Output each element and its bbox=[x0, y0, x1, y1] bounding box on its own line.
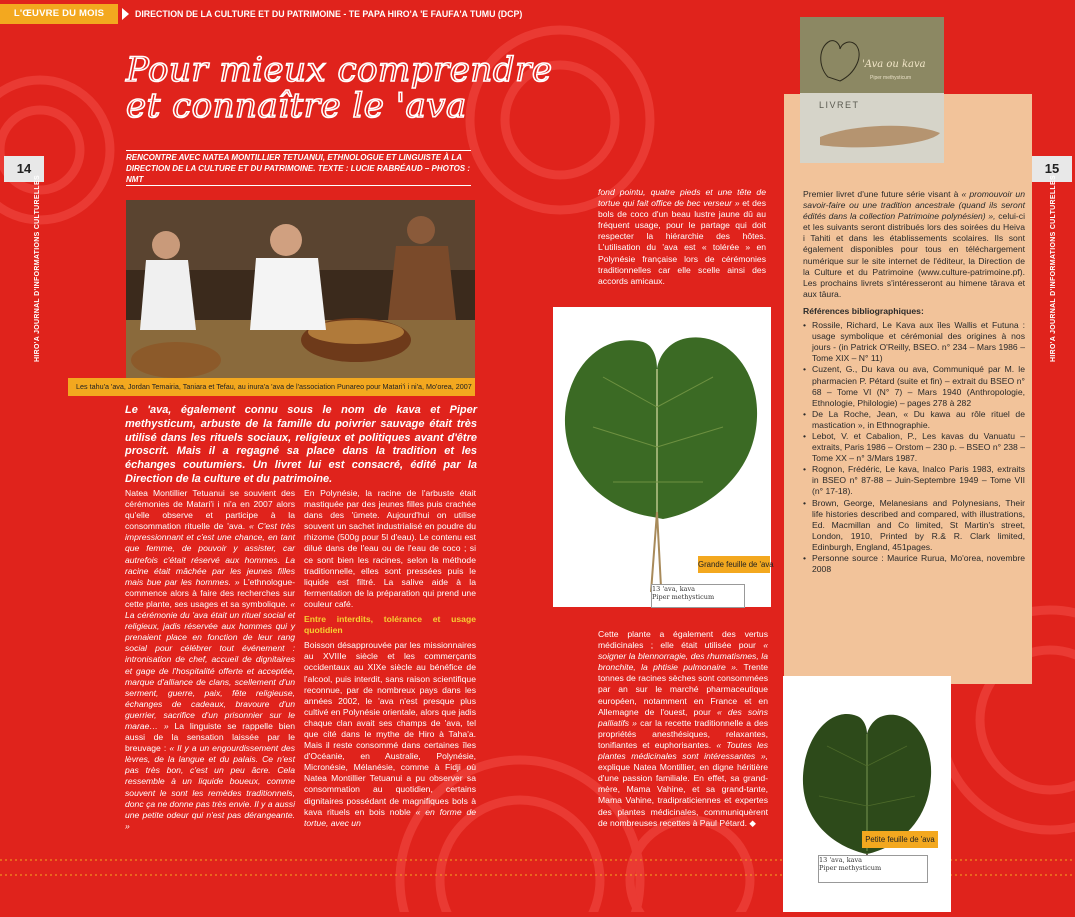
large-leaf-tag-sub: Piper methysticum bbox=[652, 593, 715, 601]
title-line-2: et connaître le 'ava bbox=[126, 86, 467, 126]
title-line-1: Pour mieux comprendre bbox=[126, 50, 553, 90]
side-title-left: HIRO'A JOURNAL D'INFORMATIONS CULTURELLES bbox=[33, 175, 41, 362]
reference-item: • Cuzent, G., Du kava ou ava, Communiqué par M. le pharmacien P. Pétard (suite et fin) – extrait du BSEO n° 68 – Tome VI (N° 7) – Mars 1940 (Anthropologie, Ethnologie, Philologie) – pages 278 à 282 bbox=[803, 364, 1025, 408]
article-column-2 bbox=[304, 488, 476, 829]
booklet-cover bbox=[800, 17, 944, 163]
col3-top-p: et des bols de coco d'un beau lustre jaune dû au fréquent usage, pour le partage qui doit respecter la hiérarchie des hôtes. L'utilisation du 'ava est « tolérée » en Polynésie française lors de cérémonies traditionnelles car elle scelle ainsi des accords amicaux. bbox=[598, 198, 766, 286]
article-column-1 bbox=[125, 488, 295, 832]
booklet-label: LIVRET bbox=[819, 100, 860, 110]
subheading: Entre interdits, tolérance et usage quotidien bbox=[304, 614, 476, 636]
col1-p3: La linguiste se rappelle bien aussi de la sensation laissée par le breuvage : bbox=[125, 720, 295, 754]
section-label: L'ŒUVRE DU MOIS bbox=[0, 4, 118, 24]
article-column-3-bottom bbox=[598, 629, 768, 829]
intro-paragraph: Le 'ava, également connu sous le nom de kava et Piper methysticum, arbuste de la famille du poivrier sauvage était très utilisé dans les rituels sociaux, religieux et politiques avant d'être proscrit. Mais il a regagné sa place dans la tradition et les échanges coutumiers. Un livret lui est consacré, édité par la Direction de la culture et du patrimoine. bbox=[125, 404, 477, 485]
references-title: Références bibliographiques: bbox=[803, 305, 924, 316]
col3-bottom-quote-2: « des soins palliatifs » bbox=[598, 706, 768, 728]
byline: RENCONTRE AVEC NATEA MONTILLIER TETUANUI, ETHNOLOGUE ET LINGUISTE À LA DIRECTION DE LA CULTURE ET DU PATRIMOINE. TEXTE : LUCIE RABRÉAUD – PHOTOS : NMT bbox=[126, 150, 471, 186]
col2-p2: Boisson désapprouvée par les missionnaires au XVIIIe siècle et les commerçants occidentaux au XIXe siècle au bénéfice de l'alcool, puis interdit, sans raison scientifique reconnue, par de nombreux pays dans les années 2002, le 'ava n'est presque plus cultivé en Polynésie orientale, alors que jadis chaque clan avait ses champs de 'ava, tel que cité dans le mythe de Hiro à Taha'a. Mais il reste consommé dans certaines îles d'Océanie, en Australie, Polynésie, Micronésie, Mélanésie, comme à Fidji où Natea Montillier Tetuanui a pu observer sa consommation au quotidien, certains dignitaires possédant de magnifiques bols à kava rituels en bois noble bbox=[304, 640, 476, 817]
small-leaf-tag-sub: Piper methysticum bbox=[819, 864, 882, 872]
col4-p1: Premier livret d'une future série visant à bbox=[803, 189, 959, 199]
page-number-left: 14 bbox=[4, 156, 44, 182]
small-leaf-tag-name: 'ava, kava bbox=[829, 856, 863, 864]
col3-bottom-p1: Cette plante a également des vertus médicinales ; elle était utilisée pour bbox=[598, 629, 768, 651]
col3-bottom-p4: explique Natea Montillier, en digne héritière d'une passion familiale. En effet, sa grand-mère, Mama Vahine, et sa grand-tante, Mama Vahine, tradipraticiennes et expertes des plantes médicinales, communiquèrent de nombreuses recettes à Paul Pétard. ◆ bbox=[598, 762, 768, 828]
booklet-cover-title: 'Ava ou kava bbox=[862, 59, 926, 70]
booklet-cover-sub: Piper methysticum bbox=[870, 75, 912, 81]
large-leaf-tag-name: 'ava, kava bbox=[662, 585, 696, 593]
col3-top-quote: fond pointu, quatre pieds et une tête de tortue qui fait office de bec verseur » bbox=[598, 187, 766, 209]
col1-quote-3: « Il y a un engourdissement des lèvres, de la langue et du palais. Ce n'est pas très bon, c'est un peu âcre. Cela ressemble à un liquide boueux, comme souvent le sont les remèdes traditionnels, donc ça ne donne pas très envie. Il y a aussi une petite odeur qui n'est pas dérangeante. » bbox=[125, 743, 295, 831]
col3-bottom-p2: Trente tonnes de racines sèches sont consommées par an sur le marché pharmaceutique européen, notamment en France et en Allemagne de l'ouest, pour bbox=[598, 662, 768, 717]
col4-quote-1: « promouvoir un savoir-faire ou une tradition ancestrale (quand ils seront édités dans la collection Patrimoine polynésien) », bbox=[803, 189, 1025, 222]
chevron-right-icon bbox=[122, 8, 129, 20]
col1-quote-2: « La cérémonie du 'ava était un rituel social et religieux, jadis réservée aux hommes qui y prenaient place en fonction de leur rang social pour célébrer tout événement : intronisation de chef, accueil de dignitaires et gage de l'hospitalité offerte et acceptée, marque d'alliance de clans, scellement d'un serment, guerre, paix, fête religieuse, échanges de cadeaux, bravoure d'un guerrier, sacrifice d'un prisonnier sur le marae… » bbox=[125, 598, 295, 731]
col3-bottom-quote-3: « Toutes les plantes médicinales sont intéressantes », bbox=[598, 739, 768, 762]
small-leaf-caption: Petite feuille de 'ava bbox=[862, 831, 938, 848]
side-title-right: HIRO'A JOURNAL D'INFORMATIONS CULTURELLES bbox=[1049, 175, 1057, 362]
large-leaf-tag-number: 13 bbox=[652, 585, 661, 593]
page-title bbox=[126, 52, 552, 124]
col1-p1: Natea Montillier Tetuanui se souvient des cérémonies de Matari'i i ni'a en 2007 alors qu'elle observe et participe à la consommation rituelle de 'ava. bbox=[125, 488, 295, 532]
small-leaf-tag bbox=[818, 855, 928, 883]
ceremony-photo bbox=[126, 200, 475, 380]
reference-item: • De La Roche, Jean, « Du kawa au rôle rituel de mastication », in Ethnographie. bbox=[803, 409, 1025, 431]
large-leaf-caption: Grande feuille de 'ava bbox=[698, 556, 770, 573]
col4-p2: celui-ci et les suivants seront distribués lors des soirées du Heiva i Tahiti et dans les établissements scolaires. Ils sont également disponibles pour tous en téléchargement numérique sur le site internet de l'éditeur, la Direction de la Culture et du Patrimoine (www.culture-patrimoine.pf). Les prochains livrets s'intéresseront au himene tārava et aux tāura. bbox=[803, 211, 1025, 299]
reference-item: • Rognon, Frédéric, Le kava, Inalco Paris 1983, extraits in BSEO n° 87-88 – Juin-Septembre 1949 – Tome VII (n° 17-18). bbox=[803, 464, 1025, 497]
col3-bottom-quote-1: « soigner la blennorragie, des rhumatismes, la bronchite, la phtisie pulmonaire ». bbox=[598, 640, 768, 673]
page-number-right: 15 bbox=[1032, 156, 1072, 182]
col3-bottom-p3: car la recette traditionnelle a des propriétés anesthésiques, relaxantes, tonifiantes et euphorisantes. bbox=[598, 717, 769, 750]
article-column-3-top bbox=[598, 187, 766, 287]
reference-item: • Lebot, V. et Cabalion, P., Les kavas du Vanuatu – extraits, Paris 1986 – Orstom – 230 p. – BSEO n° 238 – Tome XX – n° 3/Mars 1987. bbox=[803, 431, 1025, 464]
col2-quote-1: « en forme de tortue, avec un bbox=[304, 806, 476, 828]
booklet-description bbox=[803, 189, 1025, 575]
col1-p2: L'ethnologue-commence alors à faire des recherches sur cette plante, ses usages et sa symbolique. bbox=[125, 576, 296, 609]
large-leaf-tag bbox=[651, 584, 745, 608]
col1-quote-1: « C'est très impressionnant et c'est une chance, en tant que femme, de pouvoir y assister, car autrefois c'était réservé aux hommes. La racine était mâchée par les jeunes filles mais bue par les hommes. » bbox=[125, 521, 295, 587]
small-leaf-tag-number: 13 bbox=[819, 856, 828, 864]
photo-caption: Les tahu'a 'ava, Jordan Temairia, Taniara et Tefau, au inura'a 'ava de l'association Punareo pour Matari'i i ni'a, Mo'orea, 2007 bbox=[68, 378, 475, 396]
col2-p1: En Polynésie, la racine de l'arbuste était mastiquée par des jeunes filles puis crachée dans des 'ūmete. Aujourd'hui on utilise souvent un sachet industrialisé en poudre du rhizome (500g pour 5l d'eau). Le contenu est dilué dans de l'eau ou de l'eau de coco ; si ce sont bien les racines, selon la méthode traditionnelle, elles sont pressées puis le liquide est filtré. La salive aide à la fermentation de la préparation qui prend une couleur café. bbox=[304, 488, 476, 609]
references-list bbox=[803, 320, 1025, 575]
reference-item: • Brown, George, Melanesians and Polynesians, Their life histories described and compared, with illustrations, Ed. Macmillan and Co limited, St Martin's street, London, 1910, Printed by R.& R. Clark limited, Edinburgh, England, 451pages. bbox=[803, 498, 1025, 553]
header-source: DIRECTION DE LA CULTURE ET DU PATRIMOINE - TE PAPA HIRO'A 'E FAUFA'A TUMU (DCP) bbox=[135, 9, 523, 19]
reference-item: • Rossile, Richard, Le Kava aux îles Wallis et Futuna : usage symbolique et cérémonial des origines à nos jours - (in Patrick O'Reilly, BSEO. n° 234 – Mars 1986 – Tome XIX – N° 11) bbox=[803, 320, 1025, 364]
reference-item: • Personne source : Maurice Rurua, Mo'orea, novembre 2008 bbox=[803, 553, 1025, 575]
